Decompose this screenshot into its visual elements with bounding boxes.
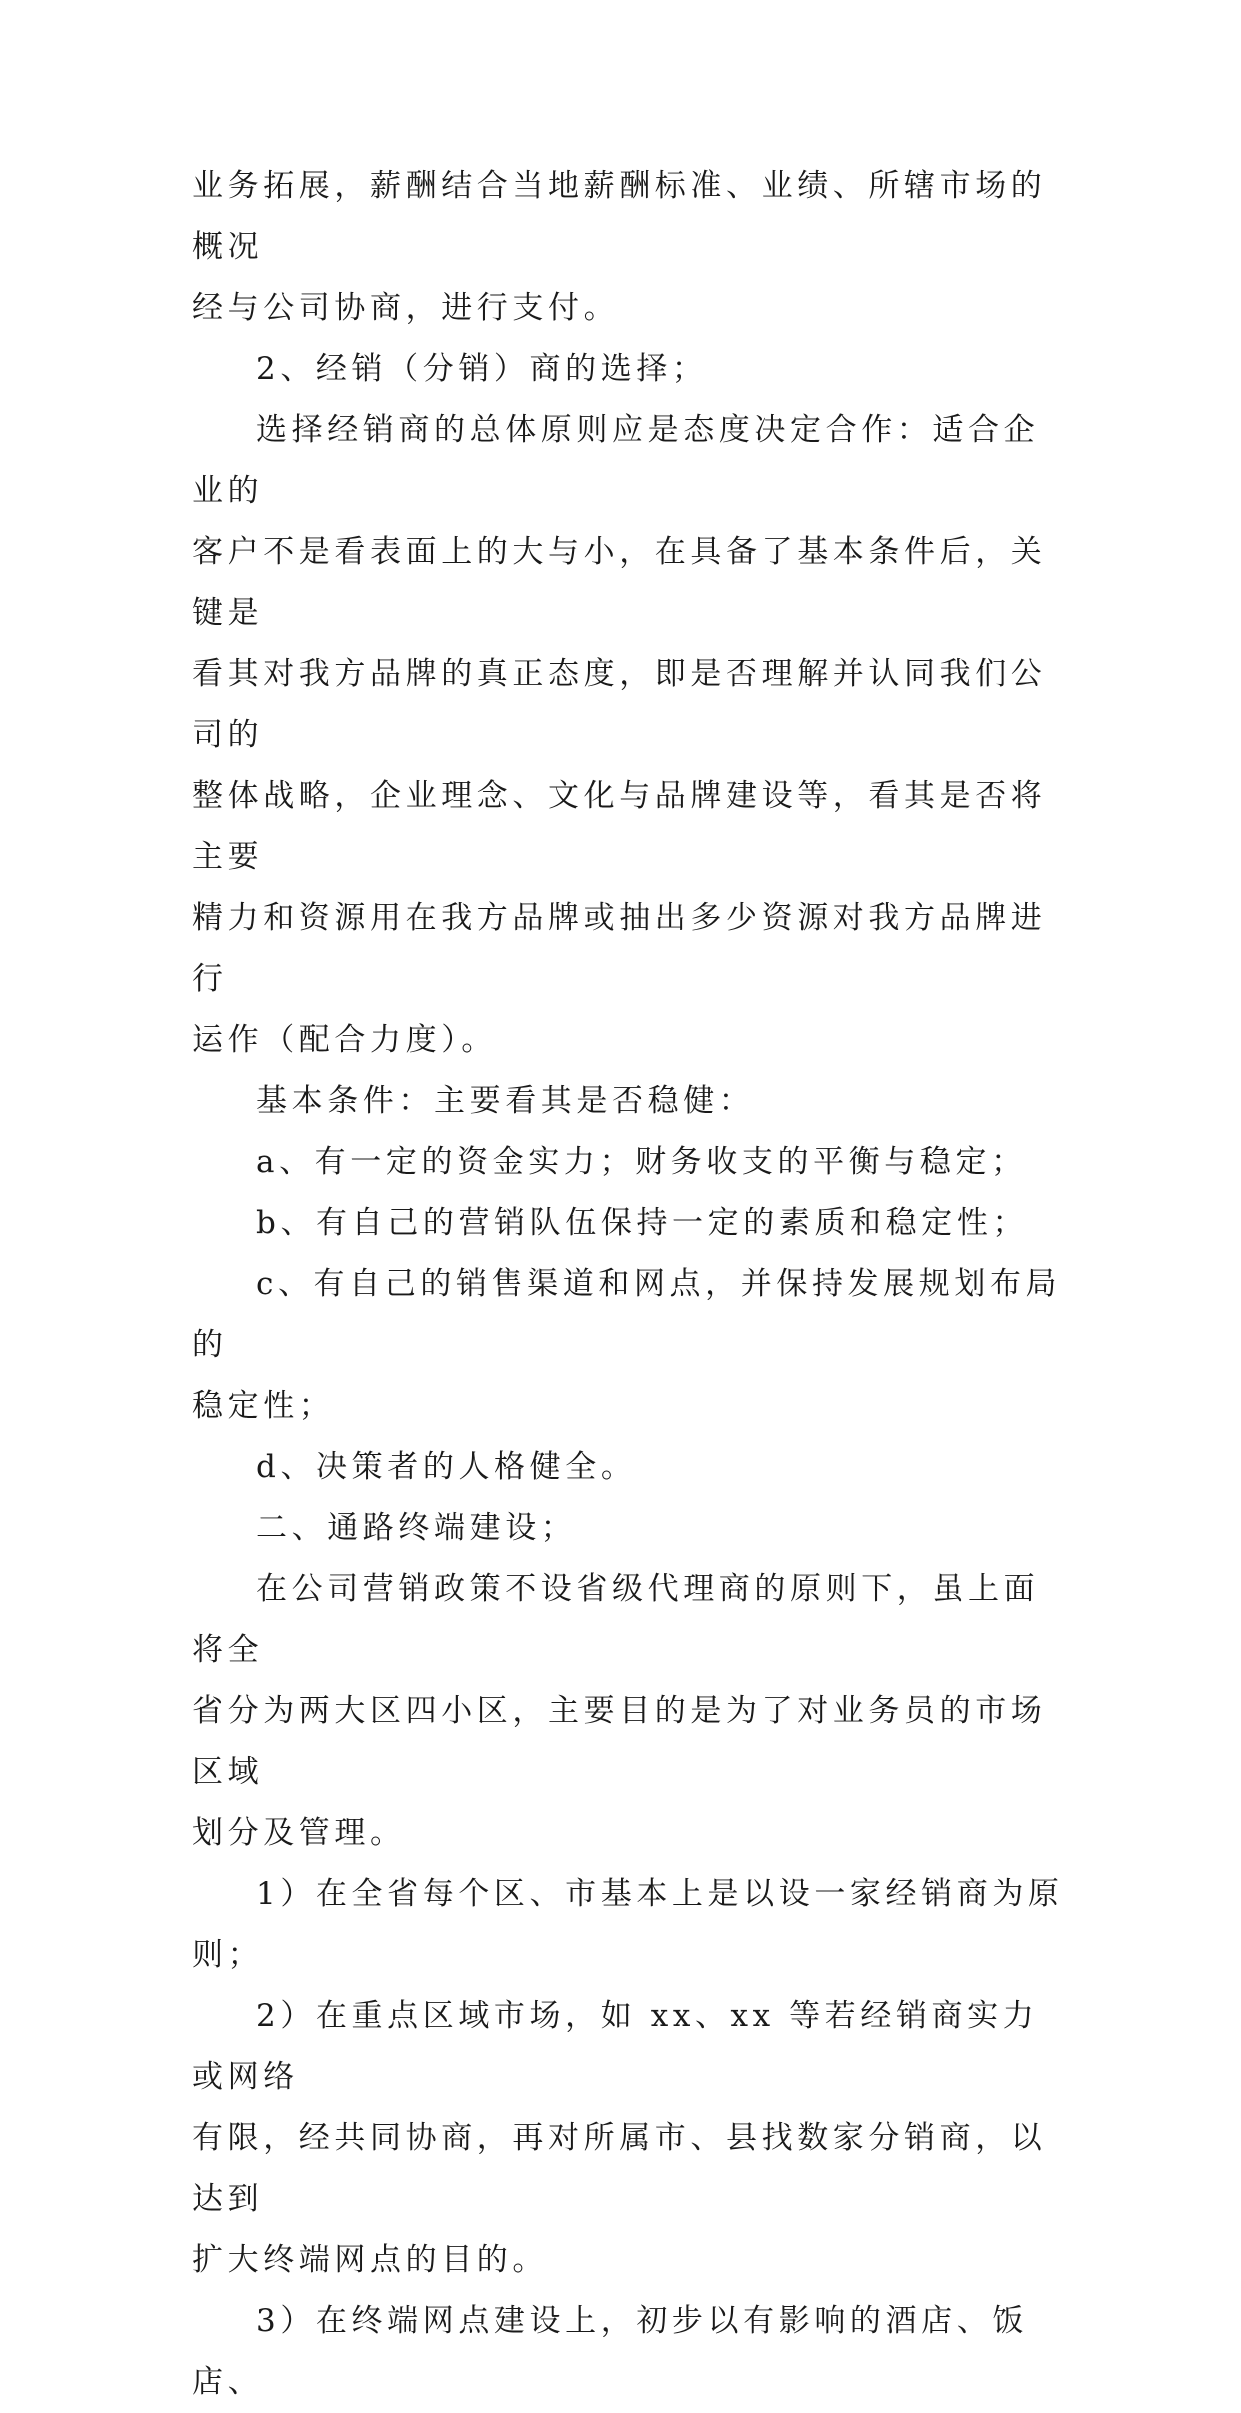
text-line: 省分为两大区四小区，主要目的是为了对业务员的市场区域: [192, 1693, 1047, 1790]
text-line: 客户不是看表面上的大与小，在具备了基本条件后，关键是: [192, 534, 1047, 631]
text-line: 经与公司协商，进行支付。: [192, 290, 620, 326]
text-line: 在公司营销政策不设省级代理商的原则下，虽上面将全: [192, 1571, 1040, 1668]
text-line: 3）在终端网点建设上，初步以有影响的酒店、饭店、: [192, 2303, 1028, 2400]
text-line: a、有一定的资金实力；财务收支的平衡与稳定；: [256, 1144, 1027, 1180]
text-line: c、有自己的销售渠道和网点，并保持发展规划布局的: [192, 1266, 1062, 1363]
text-line: 选择经销商的总体原则应是态度决定合作：适合企业的: [192, 412, 1040, 509]
text-line: b、有自己的营销队伍保持一定的素质和稳定性；: [256, 1205, 1029, 1241]
text-line: 整体战略，企业理念、文化与品牌建设等，看其是否将主要: [192, 778, 1047, 875]
text-line: 有限，经共同协商，再对所属市、县找数家分销商，以达到: [192, 2120, 1047, 2217]
text-line: 运作（配合力度）。: [192, 1022, 497, 1058]
text-line: 划分及管理。: [192, 1815, 406, 1851]
text-line: 二、通路终端建设；: [256, 1510, 577, 1546]
text-line: 1）在全省每个区、市基本上是以设一家经销商为原则；: [192, 1876, 1064, 1973]
text-line: 稳定性；: [192, 1388, 335, 1424]
document-body: [192, 156, 1072, 2413]
text-line: 2）在重点区域市场，如 xx、xx 等若经销商实力或网络: [192, 1998, 1039, 2095]
text-line: 扩大终端网点的目的。: [192, 2242, 548, 2278]
text-line: 精力和资源用在我方品牌或抽出多少资源对我方品牌进行: [192, 900, 1047, 997]
text-line: 2、经销（分销）商的选择；: [256, 351, 708, 387]
text-line: 基本条件：主要看其是否稳健：: [256, 1083, 755, 1119]
text-line: 业务拓展，薪酬结合当地薪酬标准、业绩、所辖市场的概况: [192, 168, 1047, 265]
text-line: d、决策者的人格健全。: [256, 1449, 637, 1485]
text-line: 看其对我方品牌的真正态度，即是否理解并认同我们公司的: [192, 656, 1047, 753]
